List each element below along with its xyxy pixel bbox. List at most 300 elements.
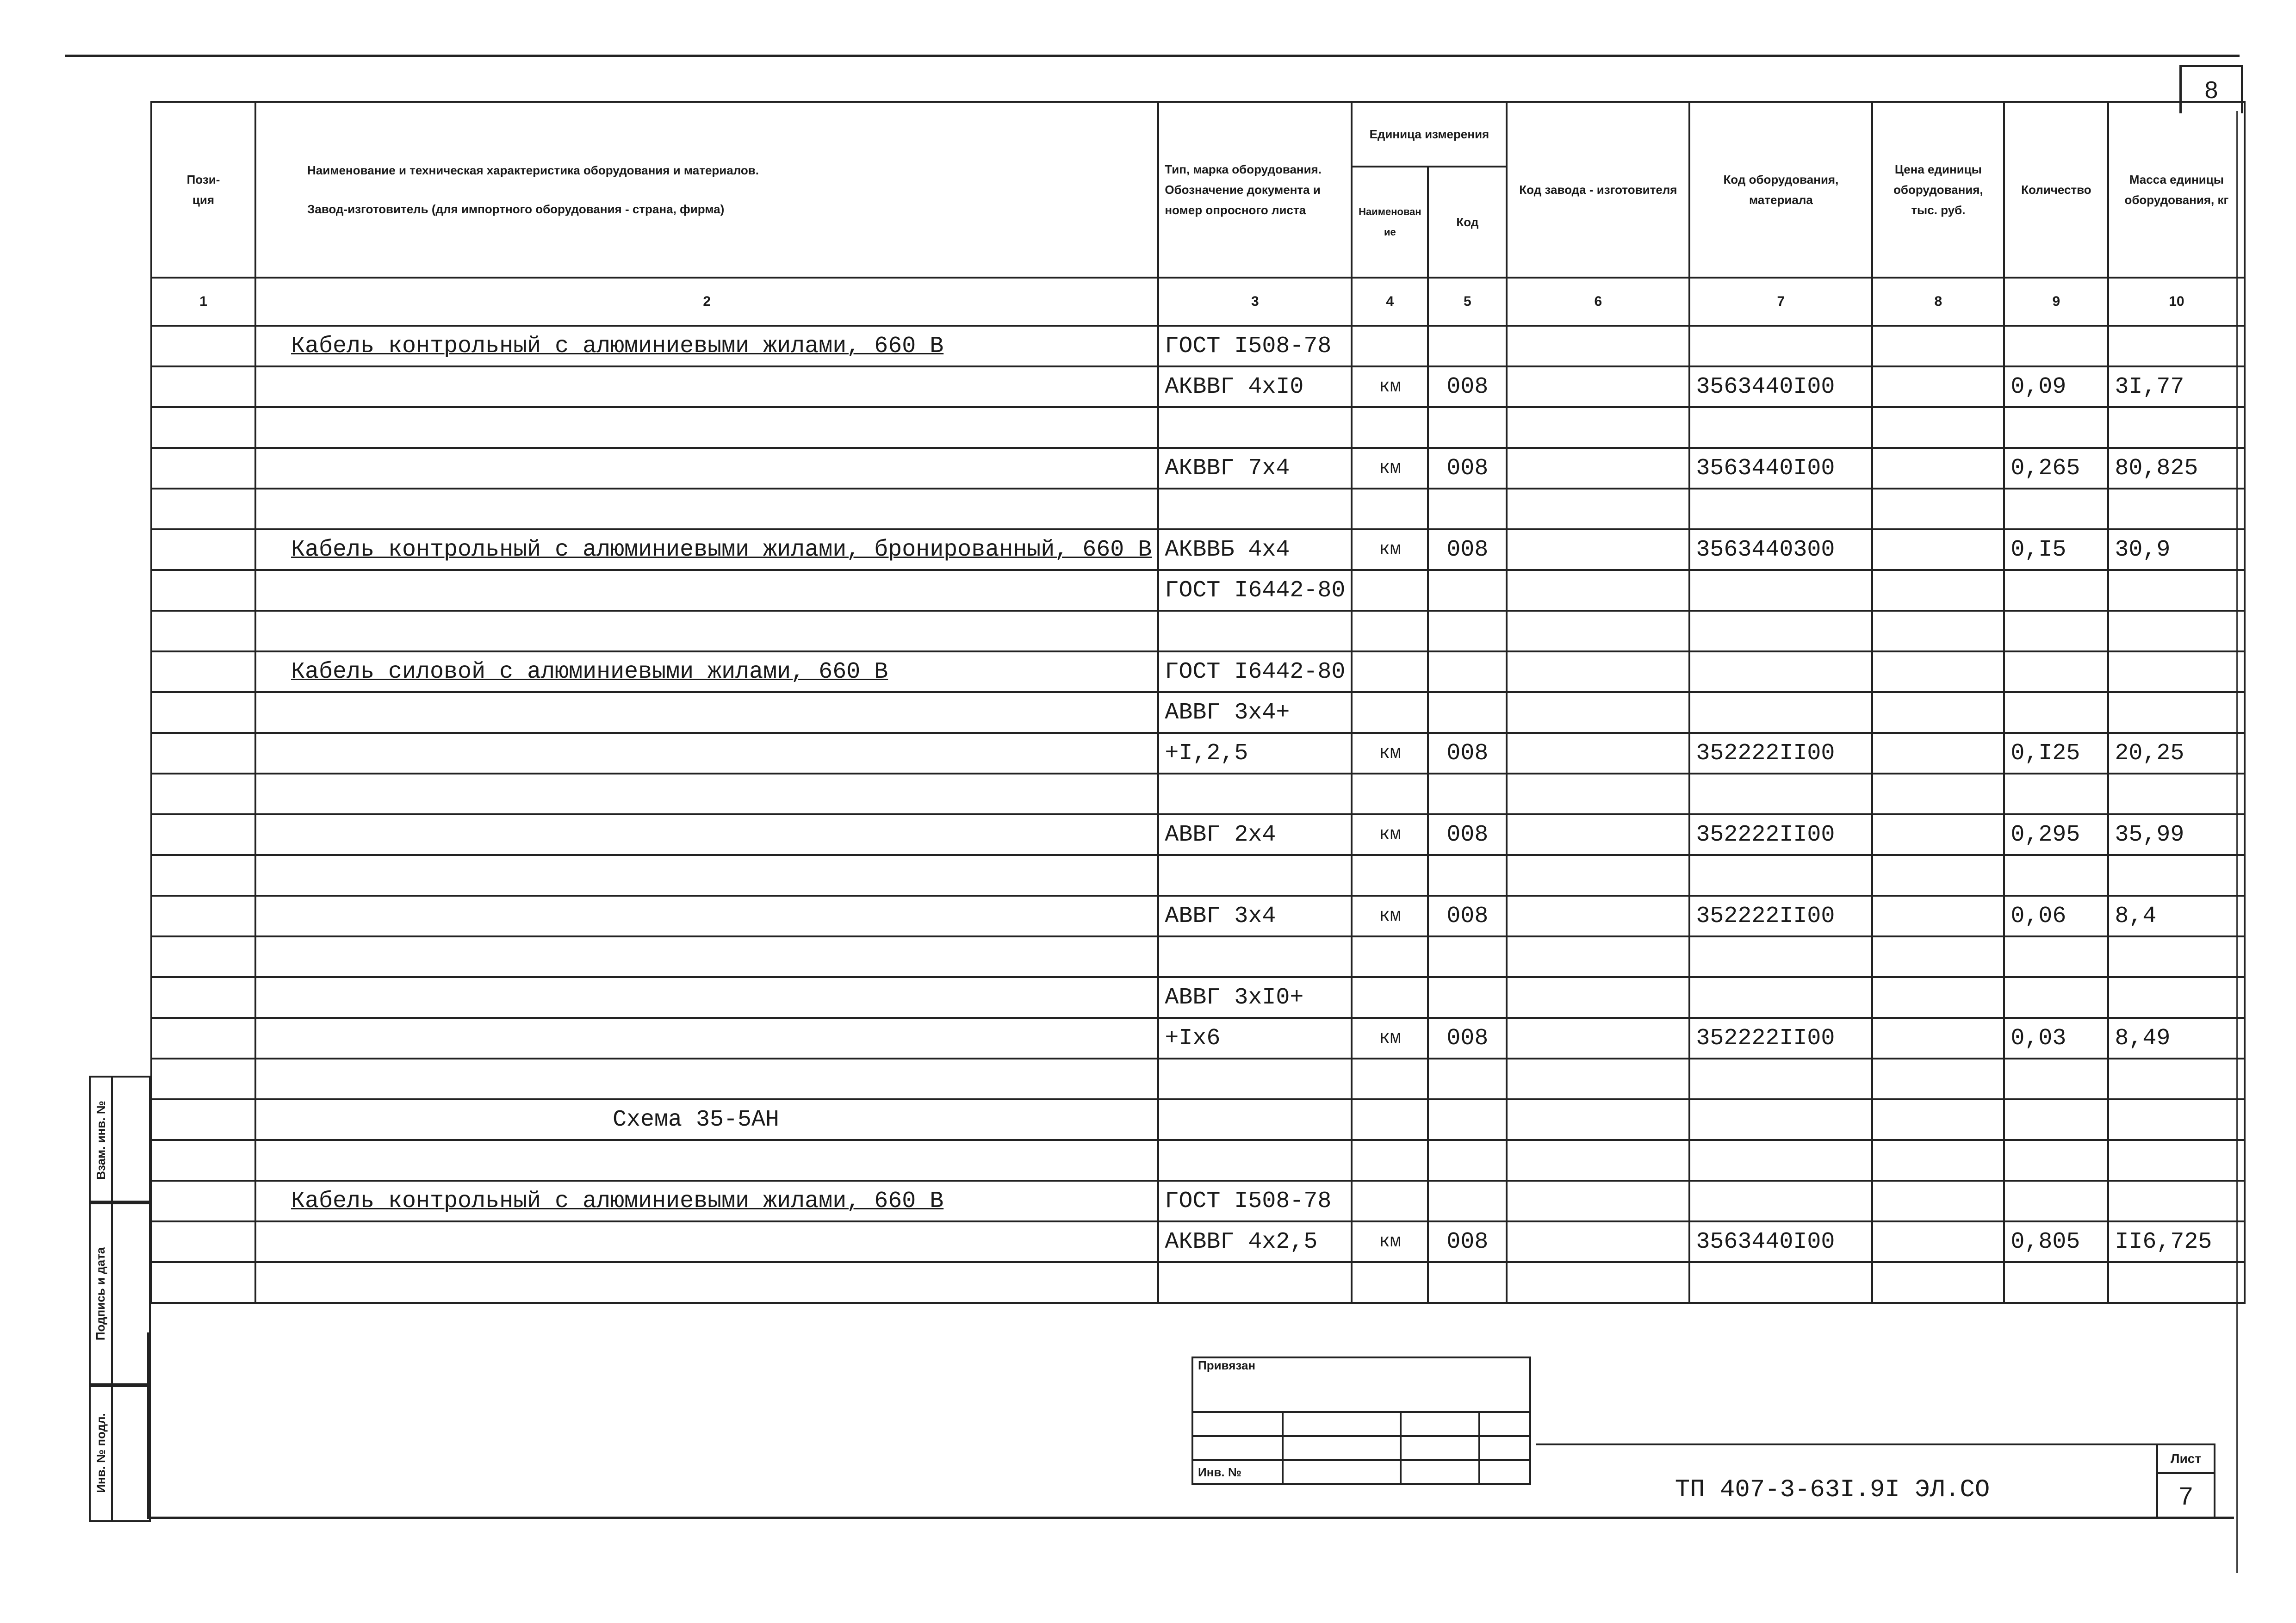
table-cell [1507,366,1689,407]
table-row [151,366,2245,407]
table-cell: 3563440I00 [1689,1221,1872,1262]
table-cell: ГОСТ I6442-80 [1158,651,1352,692]
table-row [151,814,2245,855]
table-cell [2108,855,2245,896]
table-cell: км [1352,814,1428,855]
specification-table [150,101,2246,1304]
table-cell [1428,489,1507,529]
table-cell [2004,611,2108,651]
table-cell [1872,1181,2004,1221]
table-row [151,1059,2245,1099]
header-unit-name: Наименование [1352,167,1428,278]
table-cell [1352,651,1428,692]
header-unit: Единица измерения [1352,102,1507,167]
table-cell [1352,1262,1428,1303]
table-cell: Кабель контрольный с алюминиевыми жилами, 660 В [255,1181,1158,1221]
table-cell: 0,09 [2004,366,2108,407]
table-cell [1428,611,1507,651]
table-cell [1158,1059,1352,1099]
table-row [151,326,2245,366]
table-cell: 0,265 [2004,448,2108,489]
table-cell [1352,611,1428,651]
table-cell [255,1059,1158,1099]
table-row [151,977,2245,1018]
header-equipment-code: Код оборудования, материала [1689,102,1872,278]
column-number: 5 [1428,278,1507,326]
table-cell: км [1352,366,1428,407]
table-cell [1352,489,1428,529]
table-cell: 35,99 [2108,814,2245,855]
table-cell [1507,326,1689,366]
table-cell: 0,I5 [2004,529,2108,570]
table-row [151,733,2245,774]
table-cell [1507,1140,1689,1181]
sheet-number: 7 [2178,1482,2193,1510]
table-cell: 352222II00 [1689,814,1872,855]
table-cell [151,529,255,570]
table-cell [1507,651,1689,692]
table-cell [151,814,255,855]
table-cell [2108,407,2245,448]
table-cell [255,570,1158,611]
table-cell [1507,1221,1689,1262]
table-cell [151,1181,255,1221]
header-unit-code: Код [1428,167,1507,278]
table-cell [1352,1181,1428,1221]
table-cell [1158,489,1352,529]
table-cell [255,1221,1158,1262]
table-cell [1352,1099,1428,1140]
table-cell [1872,611,2004,651]
table-cell: 352222II00 [1689,733,1872,774]
table-cell: 0,03 [2004,1018,2108,1059]
table-cell [151,1059,255,1099]
table-cell [1158,1099,1352,1140]
table-cell [1158,1262,1352,1303]
table-cell [1158,855,1352,896]
table-cell [1352,1059,1428,1099]
table-cell [1158,1140,1352,1181]
header-quantity: Количество [2004,102,2108,278]
table-cell [2108,651,2245,692]
table-cell [1872,855,2004,896]
table-cell: +I,2,5 [1158,733,1352,774]
table-cell: АКВВБ 4х4 [1158,529,1352,570]
table-cell [2108,1059,2245,1099]
table-cell [151,692,255,733]
table-cell [1428,570,1507,611]
table-cell [1428,1059,1507,1099]
table-cell [1352,692,1428,733]
table-cell [151,326,255,366]
table-cell: 352222II00 [1689,1018,1872,1059]
table-row [151,489,2245,529]
sheet-box [2156,1443,2215,1518]
table-cell [1872,896,2004,936]
table-cell [1507,1262,1689,1303]
table-cell [255,855,1158,896]
table-cell [2108,489,2245,529]
table-cell: 0,295 [2004,814,2108,855]
table-cell [2108,1140,2245,1181]
table-cell [1689,692,1872,733]
table-cell [2004,1262,2108,1303]
table-cell [1507,896,1689,936]
table-cell: км [1352,1221,1428,1262]
table-cell [1689,774,1872,814]
header-name [255,102,1158,278]
table-cell [1428,1181,1507,1221]
table-body [151,326,2245,1303]
table-cell [255,733,1158,774]
table-cell [1507,570,1689,611]
table-cell [1872,407,2004,448]
table-cell [1428,692,1507,733]
table-cell [255,366,1158,407]
table-cell [1689,1099,1872,1140]
table-cell [151,733,255,774]
table-cell [1507,1099,1689,1140]
table-cell [2004,651,2108,692]
table-cell [2004,692,2108,733]
table-cell: 008 [1428,1221,1507,1262]
table-cell [1507,774,1689,814]
table-row [151,611,2245,651]
table-cell [2108,1262,2245,1303]
table-cell [1872,977,2004,1018]
table-cell [1352,570,1428,611]
table-cell [1507,733,1689,774]
stamp-inv-no: Инв. № [1192,1460,1283,1484]
table-cell [1689,326,1872,366]
table-cell [1872,774,2004,814]
header-name-line2: Завод-изготовитель (для импортного оборудования - страна, фирма) [307,202,725,216]
table-cell [2004,326,2108,366]
table-cell: Кабель контрольный с алюминиевыми жилами, бронированный, 660 В [255,529,1158,570]
table-cell [2004,774,2108,814]
table-cell [1158,774,1352,814]
table-cell [2108,1181,2245,1221]
table-row [151,651,2245,692]
header-price: Цена единицы оборудования, тыс. руб. [1872,102,2004,278]
table-cell [1872,692,2004,733]
table-cell [1872,1018,2004,1059]
table-cell [1352,936,1428,977]
table-cell: Кабель контрольный с алюминиевыми жилами, 660 В [255,326,1158,366]
table-cell [1689,1262,1872,1303]
table-cell: 20,25 [2108,733,2245,774]
table-cell [1689,936,1872,977]
table-cell: км [1352,1018,1428,1059]
table-cell [151,489,255,529]
table-cell [255,1262,1158,1303]
table-cell [255,896,1158,936]
table-row [151,570,2245,611]
column-number: 7 [1689,278,1872,326]
table-cell: 3563440I00 [1689,448,1872,489]
document-code: ТП 407-3-63I.9I ЭЛ.СО [1675,1475,1990,1504]
table-cell [1158,936,1352,977]
table-cell [1507,529,1689,570]
table-cell [255,814,1158,855]
table-cell: 008 [1428,448,1507,489]
table-cell [1872,814,2004,855]
table-cell [2004,407,2108,448]
table-cell [151,1262,255,1303]
table-cell: АВВГ 3хI0+ [1158,977,1352,1018]
table-cell [255,1018,1158,1059]
table-cell [2004,977,2108,1018]
header-type: Тип, марка оборудования. Обозначение документа и номер опросного листа [1158,102,1352,278]
table-cell: км [1352,733,1428,774]
stamp-privyazan: Привязан [1192,1357,1530,1412]
side-box-original-inv [89,1383,151,1522]
table-cell [151,611,255,651]
table-cell [1872,733,2004,774]
table-cell [1872,936,2004,977]
binding-stamp [1191,1357,1531,1485]
table-cell [255,489,1158,529]
table-cell: АВВГ 2х4 [1158,814,1352,855]
table-cell [1872,326,2004,366]
table-cell [151,977,255,1018]
table-cell [1507,407,1689,448]
table-cell [1872,1059,2004,1099]
table-cell [1872,489,2004,529]
table-cell [1872,1221,2004,1262]
table-cell [151,936,255,977]
table-cell: АКВВГ 7х4 [1158,448,1352,489]
table-cell: 008 [1428,814,1507,855]
table-cell: 8,4 [2108,896,2245,936]
table-cell [1352,407,1428,448]
side-label-signature-date: Подпись и дата [93,1247,108,1341]
table-cell [1352,326,1428,366]
side-label-replace-inv: Взам. инв. № [93,1100,108,1180]
table-cell: 0,805 [2004,1221,2108,1262]
column-number: 9 [2004,278,2108,326]
table-cell [1872,1140,2004,1181]
side-box-signature-date [89,1201,151,1387]
table-row [151,936,2245,977]
table-row [151,1099,2245,1140]
table-cell: 3563440300 [1689,529,1872,570]
table-cell [1689,651,1872,692]
column-number: 8 [1872,278,2004,326]
header-mass: Масса единицы оборудования, кг [2108,102,2245,278]
column-number: 2 [255,278,1158,326]
table-cell [255,1140,1158,1181]
table-cell [151,570,255,611]
table-cell: ГОСТ I508-78 [1158,1181,1352,1221]
table-cell [1428,977,1507,1018]
table-cell [2004,855,2108,896]
table-cell: 3563440I00 [1689,366,1872,407]
table-cell [255,936,1158,977]
table-cell [1158,611,1352,651]
table-cell [1352,855,1428,896]
table-cell [2108,692,2245,733]
table-cell [1872,1262,2004,1303]
table-cell [151,1140,255,1181]
column-number: 6 [1507,278,1689,326]
table-row [151,1221,2245,1262]
table-cell: II6,725 [2108,1221,2245,1262]
table-cell [1507,855,1689,896]
table-cell [1352,774,1428,814]
table-cell [1428,855,1507,896]
table-cell [1507,448,1689,489]
table-cell [2004,1059,2108,1099]
table-cell [2108,936,2245,977]
table-cell: 008 [1428,733,1507,774]
table-cell: АКВВГ 4х2,5 [1158,1221,1352,1262]
column-number: 3 [1158,278,1352,326]
table-cell [1507,1018,1689,1059]
table-cell [2004,1140,2108,1181]
table-cell: 30,9 [2108,529,2245,570]
column-number-row [151,278,2245,326]
table-cell [2108,611,2245,651]
table-cell: ГОСТ I508-78 [1158,326,1352,366]
table-cell: 80,825 [2108,448,2245,489]
table-cell [2004,570,2108,611]
table-cell: 0,I25 [2004,733,2108,774]
table-cell [1689,855,1872,896]
table-cell [1428,1140,1507,1181]
table-cell [151,896,255,936]
table-cell [1158,407,1352,448]
table-cell [2004,1181,2108,1221]
table-cell [151,1221,255,1262]
table-cell: ГОСТ I6442-80 [1158,570,1352,611]
table-cell [1428,1262,1507,1303]
table-row [151,692,2245,733]
top-rule [65,55,2240,57]
table-cell [1428,326,1507,366]
table-cell [1352,1140,1428,1181]
table-cell [1872,529,2004,570]
table-cell [1428,651,1507,692]
table-cell [1507,611,1689,651]
table-cell [1689,1140,1872,1181]
table-cell: Кабель силовой с алюминиевыми жилами, 660 В [255,651,1158,692]
table-cell [1872,366,2004,407]
table-cell [1872,651,2004,692]
table-cell [1689,489,1872,529]
table-cell [1507,489,1689,529]
column-number: 4 [1352,278,1428,326]
table-cell [1428,936,1507,977]
table-row [151,1262,2245,1303]
table-cell: 008 [1428,529,1507,570]
table-row [151,407,2245,448]
table-cell [255,692,1158,733]
table-cell: 352222II00 [1689,896,1872,936]
table-cell: Схема 35-5АН [255,1099,1158,1140]
table-row [151,448,2245,489]
table-cell [1872,448,2004,489]
table-cell [1507,814,1689,855]
table-cell [2004,489,2108,529]
title-block-rule [1536,1443,2156,1445]
table-cell [2108,977,2245,1018]
table-cell [1689,407,1872,448]
table-cell [2004,936,2108,977]
table-cell [151,366,255,407]
table-cell [1352,977,1428,1018]
table-cell: 008 [1428,896,1507,936]
table-cell [255,448,1158,489]
table-cell [2108,774,2245,814]
table-cell [151,774,255,814]
table-cell: 008 [1428,366,1507,407]
table-row [151,1140,2245,1181]
table-cell [1507,692,1689,733]
table-cell [2108,570,2245,611]
table-row [151,774,2245,814]
table-cell: АВВГ 3х4 [1158,896,1352,936]
table-row [151,855,2245,896]
table-cell [1507,936,1689,977]
table-cell [1507,977,1689,1018]
table-cell [1507,1181,1689,1221]
column-number: 1 [151,278,255,326]
table-cell [1428,1099,1507,1140]
table-cell: +Iх6 [1158,1018,1352,1059]
table-cell: км [1352,529,1428,570]
table-cell [255,774,1158,814]
table-cell [255,611,1158,651]
table-cell: АКВВГ 4хI0 [1158,366,1352,407]
table-row [151,1181,2245,1221]
table-cell [2108,326,2245,366]
table-cell [1872,570,2004,611]
table-cell: 008 [1428,1018,1507,1059]
table-cell: 8,49 [2108,1018,2245,1059]
table-cell: АВВГ 3х4+ [1158,692,1352,733]
table-cell: км [1352,896,1428,936]
table-row [151,1018,2245,1059]
table-cell [151,855,255,896]
header-position: Пози- ция [151,102,255,278]
frame-bottom-rule [147,1517,2234,1519]
page-number: 8 [2179,65,2243,113]
sheet-label: Лист [2158,1445,2214,1474]
table-cell: 3I,77 [2108,366,2245,407]
column-number: 10 [2108,278,2245,326]
table-cell [255,407,1158,448]
table-cell [255,977,1158,1018]
table-cell [1689,1059,1872,1099]
side-label-original-inv: Инв. № подл. [93,1412,108,1493]
table-cell [1689,611,1872,651]
table-cell [151,651,255,692]
frame-left-rule [147,1332,149,1518]
table-cell [1872,1099,2004,1140]
table-cell: 0,06 [2004,896,2108,936]
header-factory-code: Код завода - изготовителя [1507,102,1689,278]
table-row [151,896,2245,936]
table-cell: км [1352,448,1428,489]
table-cell [151,1099,255,1140]
table-cell [1689,1181,1872,1221]
table-cell [2004,1099,2108,1140]
table-cell [151,1018,255,1059]
table-cell [151,407,255,448]
table-row [151,529,2245,570]
table-cell [1689,570,1872,611]
